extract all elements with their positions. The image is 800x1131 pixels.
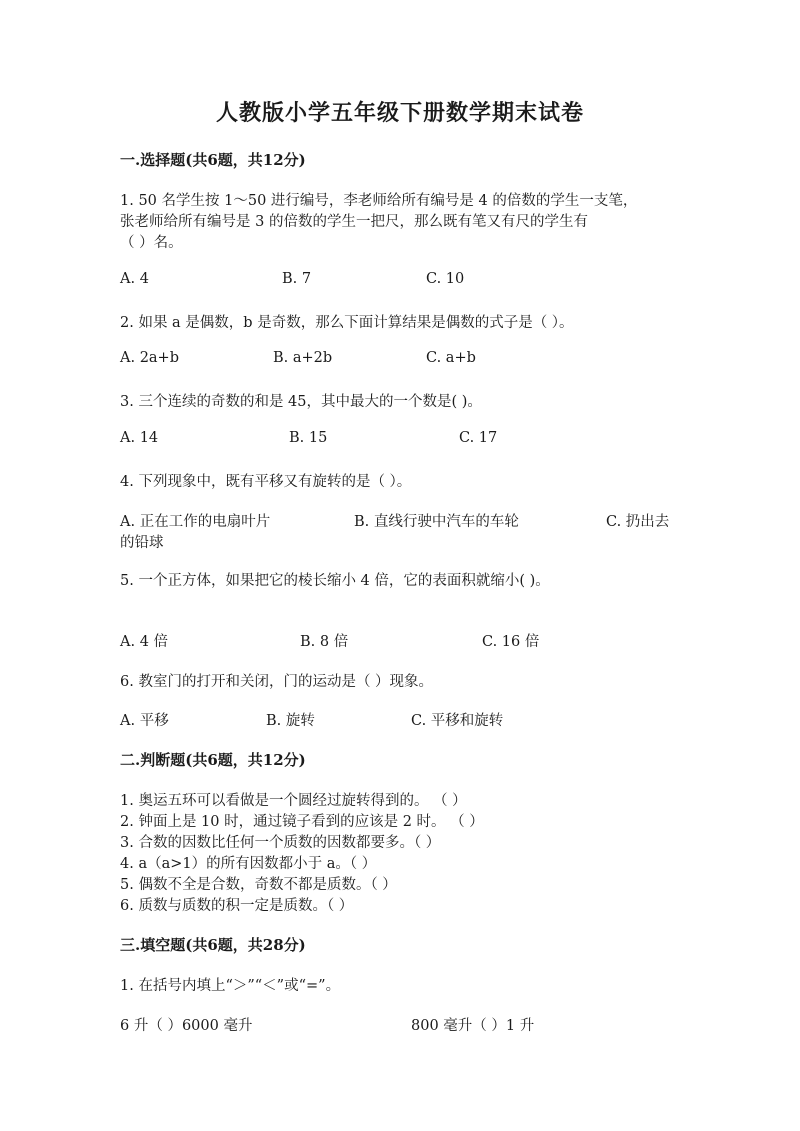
- option-c-continued: 的铅球: [120, 535, 164, 551]
- question-text: 6. 教室门的打开和关闭，门的运动是（ ）现象。: [120, 674, 434, 690]
- section-heading-multiple-choice: 一.选择题(共6题，共12分): [120, 151, 306, 169]
- page-title: 人教版小学五年级下册数学期末试卷: [215, 100, 584, 126]
- judgement-item: 5. 偶数不全是合数，奇数不都是质数。（ ）: [120, 877, 397, 893]
- option-a: A. 2a+b: [120, 350, 179, 366]
- option-c: C. 17: [459, 430, 498, 446]
- option-b: B. 8 倍: [300, 634, 349, 650]
- option-a: A. 4: [120, 271, 149, 287]
- option-b: B. 15: [289, 430, 328, 446]
- judgement-item: 2. 钟面上是 10 时，通过镜子看到的应该是 2 时。 （ ）: [120, 814, 484, 830]
- option-c: C. 扔出去: [606, 514, 670, 530]
- option-a: A. 4 倍: [120, 634, 169, 650]
- question-text: 1. 在括号内填上“＞”“＜”或“=”。: [120, 978, 341, 994]
- option-a: A. 14: [120, 430, 159, 446]
- section-heading-true-false: 二.判断题(共6题，共12分): [120, 751, 306, 769]
- question-text: （ ）名。: [120, 235, 183, 251]
- option-b: B. 直线行驶中汽车的车轮: [354, 514, 519, 530]
- option-b: B. 旋转: [266, 713, 315, 729]
- option-c: C. 16 倍: [482, 634, 540, 650]
- judgement-item: 1. 奥运五环可以看做是一个圆经过旋转得到的。 （ ）: [120, 793, 467, 809]
- option-a: A. 平移: [120, 713, 169, 729]
- option-c: C. a+b: [426, 350, 476, 366]
- question-text: 张老师给所有编号是 3 的倍数的学生一把尺，那么既有笔又有尺的学生有: [120, 214, 588, 230]
- judgement-item: 6. 质数与质数的积一定是质数。（ ）: [120, 898, 354, 914]
- option-c: C. 10: [426, 271, 465, 287]
- question-text: 2. 如果 a 是偶数，b 是奇数，那么下面计算结果是偶数的式子是（ ）。: [120, 315, 574, 331]
- option-b: B. 7: [282, 271, 312, 287]
- compare-item: 800 毫升（ ）1 升: [411, 1018, 535, 1034]
- question-text: 4. 下列现象中，既有平移又有旋转的是（ ）。: [120, 474, 412, 490]
- question-text: 5. 一个正方体，如果把它的棱长缩小 4 倍，它的表面积就缩小( )。: [120, 573, 550, 589]
- section-heading-fill-blank: 三.填空题(共6题，共28分): [120, 936, 306, 954]
- option-a: A. 正在工作的电扇叶片: [120, 514, 271, 530]
- option-c: C. 平移和旋转: [411, 713, 504, 729]
- judgement-item: 3. 合数的因数比任何一个质数的因数都要多。（ ）: [120, 835, 441, 851]
- question-text: 1. 50 名学生按 1～50 进行编号，李老师给所有编号是 4 的倍数的学生一支笔，: [120, 193, 638, 209]
- option-b: B. a+2b: [273, 350, 333, 366]
- question-text: 3. 三个连续的奇数的和是 45，其中最大的一个数是( )。: [120, 394, 482, 410]
- judgement-item: 4. a（a>1）的所有因数都小于 a。（ ）: [120, 856, 377, 872]
- compare-item: 6 升（ ）6000 毫升: [120, 1018, 253, 1034]
